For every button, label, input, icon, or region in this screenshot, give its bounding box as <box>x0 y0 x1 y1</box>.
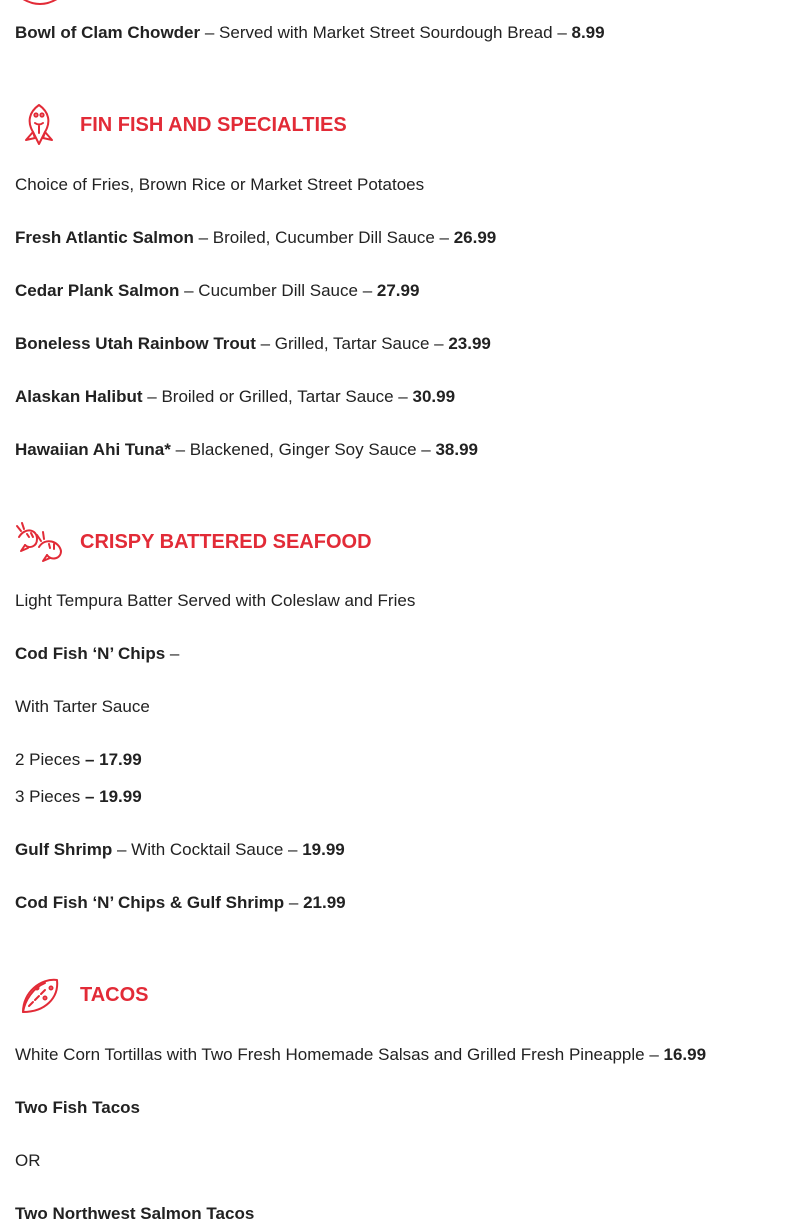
shrimp-icon <box>15 517 65 567</box>
item-name: Fresh Atlantic Salmon <box>15 228 194 247</box>
price-option <box>15 750 142 770</box>
section-header-crispy <box>15 517 775 567</box>
item-desc: – Blackened, Ginger Soy Sauce – <box>170 440 436 459</box>
item-desc: – Grilled, Tartar Sauce – <box>255 334 449 353</box>
menu-item-cedar-plank-salmon <box>15 281 419 301</box>
item-desc: – <box>284 893 304 912</box>
or-separator: OR <box>15 1151 41 1170</box>
option-label: 2 Pieces <box>15 750 85 769</box>
item-subnote: With Tarter Sauce <box>15 697 150 716</box>
menu-item-alaskan-halibut <box>15 387 455 407</box>
item-dash: – <box>165 644 180 663</box>
section-title: TACOS <box>80 984 149 1006</box>
item-price: 26.99 <box>453 228 497 247</box>
item-name: Boneless Utah Rainbow Trout <box>15 334 256 353</box>
menu-item-ahi-tuna <box>15 440 478 460</box>
item-price: 23.99 <box>448 334 491 353</box>
item-price: 19.99 <box>302 840 345 859</box>
menu-item-atlantic-salmon <box>15 228 496 248</box>
menu-item-rainbow-trout <box>15 334 491 354</box>
menu-item-fish-tacos <box>15 1098 140 1118</box>
section-icon-partial <box>15 0 65 6</box>
item-price: 21.99 <box>303 893 346 912</box>
item-name: Two Fish Tacos <box>15 1098 140 1117</box>
item-name: Cod Fish ‘N’ Chips <box>15 644 166 663</box>
menu-item-chowder <box>15 23 605 43</box>
item-name: Two Northwest Salmon Tacos <box>15 1204 255 1223</box>
item-desc: – Broiled or Grilled, Tartar Sauce – <box>142 387 413 406</box>
item-name: Bowl of Clam Chowder <box>15 23 201 42</box>
item-desc: – With Cocktail Sauce – <box>112 840 303 859</box>
item-name: Cod Fish ‘N’ Chips & Gulf Shrimp <box>15 893 285 912</box>
note-text: White Corn Tortillas with Two Fresh Homemade Salsas and Grilled Fresh Pineapple – <box>15 1045 664 1064</box>
section-header-fin-fish <box>15 100 775 150</box>
item-name: Hawaiian Ahi Tuna* <box>15 440 171 459</box>
section-header-tacos <box>15 970 775 1020</box>
option-label: 3 Pieces <box>15 787 85 806</box>
item-price: 30.99 <box>412 387 456 406</box>
taco-icon <box>15 970 65 1020</box>
item-price: 8.99 <box>571 23 605 42</box>
option-price: – 17.99 <box>84 750 142 769</box>
menu-item-salmon-tacos <box>15 1204 254 1224</box>
section-title: CRISPY BATTERED SEAFOOD <box>80 531 372 553</box>
item-desc: – Cucumber Dill Sauce – <box>179 281 377 300</box>
section-note: Light Tempura Batter Served with Coleslaw and Fries <box>15 591 416 610</box>
item-desc: – Broiled, Cucumber Dill Sauce – <box>193 228 454 247</box>
menu-item-cod-chips <box>15 644 179 664</box>
menu-item-gulf-shrimp <box>15 840 345 860</box>
note-price: 16.99 <box>663 1045 707 1064</box>
menu-item-cod-shrimp-combo <box>15 893 346 913</box>
price-option <box>15 787 142 807</box>
item-price: 38.99 <box>435 440 479 459</box>
fish-icon <box>15 100 65 150</box>
item-name: Gulf Shrimp <box>15 840 113 859</box>
item-name: Cedar Plank Salmon <box>15 281 180 300</box>
item-desc: – Served with Market Street Sourdough Bread – <box>200 23 572 42</box>
section-note <box>15 1045 706 1065</box>
section-note: Choice of Fries, Brown Rice or Market Street Potatoes <box>15 175 425 194</box>
option-price: – 19.99 <box>84 787 142 806</box>
item-name: Alaskan Halibut <box>15 387 143 406</box>
section-title: FIN FISH AND SPECIALTIES <box>80 114 347 136</box>
item-price: 27.99 <box>376 281 420 300</box>
